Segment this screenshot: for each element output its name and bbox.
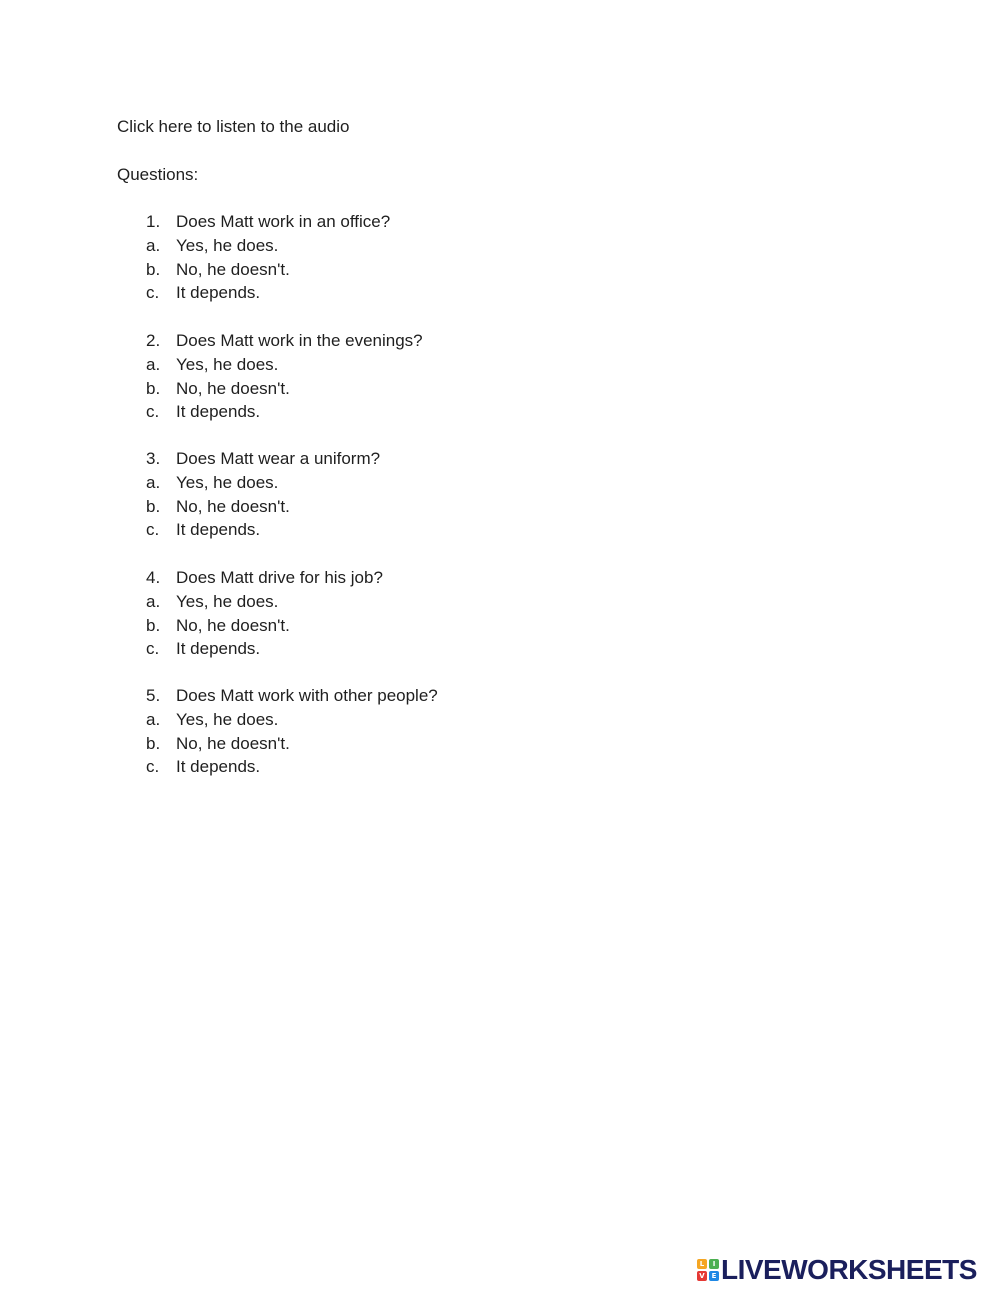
option-text: Yes, he does. — [176, 235, 279, 255]
question-text — [146, 566, 646, 590]
option-letter: b. — [146, 733, 161, 753]
answer-option[interactable] — [146, 234, 646, 258]
option-text: It depends. — [176, 757, 261, 777]
question-label: Does Matt work with other people? — [176, 686, 438, 705]
question-block — [146, 447, 646, 542]
answer-option[interactable] — [146, 400, 646, 424]
option-letter: a. — [146, 472, 161, 492]
option-text: It depends. — [176, 283, 261, 303]
option-text: No, he doesn't. — [176, 259, 290, 279]
question-label: Does Matt work in the evenings? — [176, 331, 423, 350]
option-text: No, he doesn't. — [176, 615, 290, 635]
question-number: 4. — [146, 568, 161, 587]
option-text: No, he doesn't. — [176, 378, 290, 398]
option-letter: a. — [146, 591, 161, 611]
question-block — [146, 329, 646, 424]
logo-cell: I — [709, 1259, 719, 1269]
option-text: It depends. — [176, 402, 261, 422]
question-block — [146, 566, 646, 661]
answer-option[interactable] — [146, 614, 646, 638]
option-letter: b. — [146, 496, 161, 516]
option-letter: b. — [146, 615, 161, 635]
answer-option[interactable] — [146, 471, 646, 495]
question-number: 5. — [146, 686, 161, 705]
option-text: No, he doesn't. — [176, 496, 290, 516]
option-text: Yes, he does. — [176, 709, 279, 729]
question-text — [146, 329, 646, 353]
answer-option[interactable] — [146, 518, 646, 542]
audio-link[interactable]: Click here to listen to the audio — [117, 117, 350, 136]
question-label: Does Matt wear a uniform? — [176, 449, 381, 468]
question-label: Does Matt drive for his job? — [176, 568, 383, 587]
option-letter: c. — [146, 639, 160, 659]
answer-option[interactable] — [146, 590, 646, 614]
answer-option[interactable] — [146, 637, 646, 661]
question-block — [146, 684, 646, 779]
option-text: No, he doesn't. — [176, 733, 290, 753]
option-text: Yes, he does. — [176, 354, 279, 374]
question-block — [146, 210, 646, 305]
option-text: Yes, he does. — [176, 591, 279, 611]
option-text: It depends. — [176, 639, 261, 659]
answer-option[interactable] — [146, 708, 646, 732]
liveworksheets-logo[interactable] — [697, 1256, 977, 1284]
option-letter: b. — [146, 378, 161, 398]
option-text: It depends. — [176, 520, 261, 540]
question-number: 3. — [146, 449, 161, 468]
questions-heading: Questions: — [117, 165, 199, 184]
answer-option[interactable] — [146, 755, 646, 779]
answer-option[interactable] — [146, 732, 646, 756]
answer-option[interactable] — [146, 258, 646, 282]
question-number: 2. — [146, 331, 161, 350]
option-letter: c. — [146, 520, 160, 540]
option-letter: a. — [146, 354, 161, 374]
question-text — [146, 210, 646, 234]
option-letter: c. — [146, 757, 160, 777]
option-letter: c. — [146, 402, 160, 422]
logo-wordmark: LIVEWORKSHEETS — [721, 1254, 977, 1285]
option-letter: a. — [146, 235, 161, 255]
answer-option[interactable] — [146, 377, 646, 401]
question-number: 1. — [146, 212, 161, 231]
question-text — [146, 447, 646, 471]
answer-option[interactable] — [146, 495, 646, 519]
option-text: Yes, he does. — [176, 472, 279, 492]
logo-cell: L — [697, 1259, 707, 1269]
answer-option[interactable] — [146, 353, 646, 377]
logo-cell: V — [697, 1271, 707, 1281]
question-label: Does Matt work in an office? — [176, 212, 391, 231]
logo-mark-icon — [697, 1259, 719, 1281]
logo-cell: E — [709, 1271, 719, 1281]
answer-option[interactable] — [146, 281, 646, 305]
option-letter: a. — [146, 709, 161, 729]
question-text — [146, 684, 646, 708]
option-letter: c. — [146, 283, 160, 303]
option-letter: b. — [146, 259, 161, 279]
